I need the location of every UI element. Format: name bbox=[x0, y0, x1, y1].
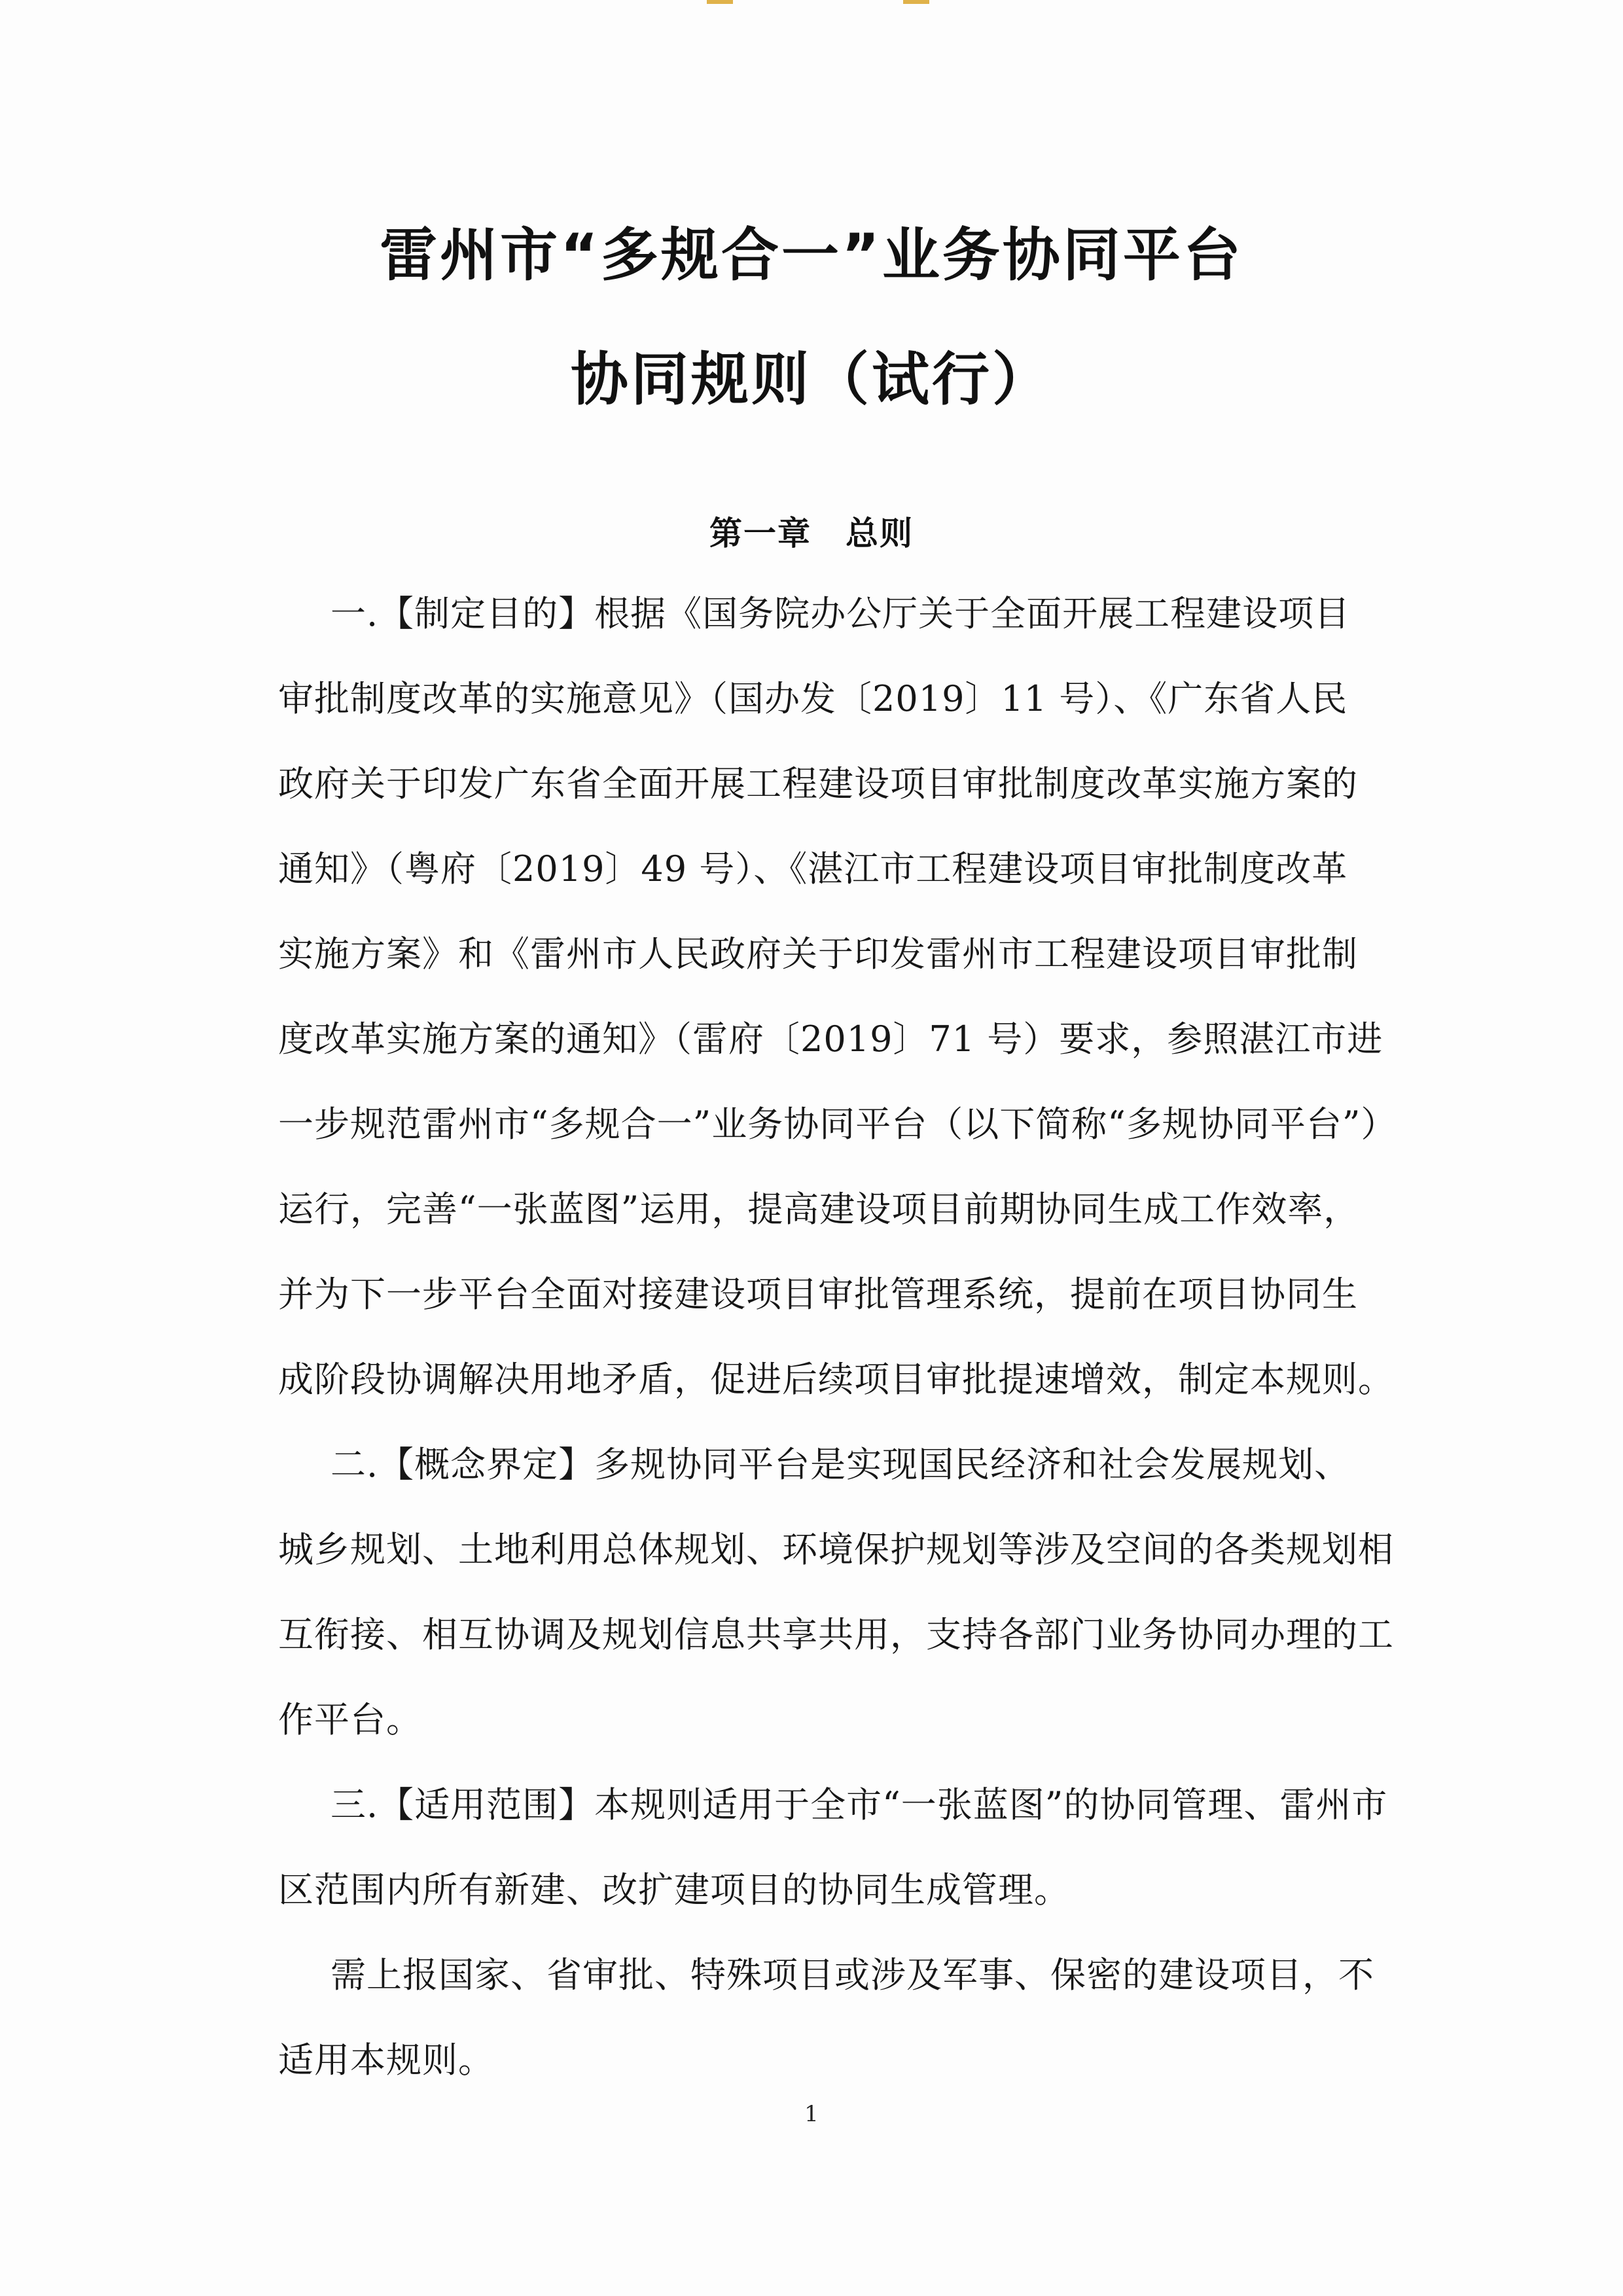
body-line: 区范围内所有新建、改扩建项目的协同生成管理。 bbox=[278, 1869, 1070, 1910]
body-line: 三.【适用范围】本规则适用于全市“一张蓝图”的协同管理、雷州市 bbox=[330, 1784, 1388, 1825]
body-line: 一.【制定目的】根据《国务院办公厅关于全面开展工程建设项目 bbox=[330, 593, 1351, 634]
body-line: 成阶段协调解决用地矛盾，促进后续项目审批提速增效，制定本规则。 bbox=[278, 1359, 1394, 1400]
body-line: 城乡规划、土地利用总体规划、环境保护规划等涉及空间的各类规划相 bbox=[278, 1529, 1394, 1570]
body-line: 一步规范雷州市“多规合一”业务协同平台（以下简称“多规协同平台”） bbox=[278, 1103, 1397, 1145]
body-line: 互衔接、相互协调及规划信息共享共用，支持各部门业务协同办理的工 bbox=[278, 1614, 1394, 1655]
body-line: 通知》（粤府〔2019〕49 号）、《湛江市工程建设项目审批制度改革 bbox=[278, 848, 1348, 889]
body-line: 二.【概念界定】多规协同平台是实现国民经济和社会发展规划、 bbox=[330, 1444, 1351, 1485]
body-line: 适用本规则。 bbox=[278, 2039, 494, 2081]
scan-mark bbox=[707, 0, 733, 4]
document-title-line1: 雷州市“多规合一”业务协同平台 bbox=[380, 221, 1243, 289]
body-line: 实施方案》和《雷州市人民政府关于印发雷州市工程建设项目审批制 bbox=[278, 933, 1358, 975]
body-line: 审批制度改革的实施意见》（国办发〔2019〕11 号）、《广东省人民 bbox=[278, 678, 1348, 719]
document-title-line2: 协同规则（试行） bbox=[570, 346, 1052, 413]
body-line: 并为下一步平台全面对接建设项目审批管理系统，提前在项目协同生 bbox=[278, 1274, 1358, 1315]
body-line: 度改革实施方案的通知》（雷府〔2019〕71 号）要求，参照湛江市进 bbox=[278, 1018, 1383, 1060]
body-line: 作平台。 bbox=[278, 1699, 422, 1740]
chapter-heading: 第一章 总则 bbox=[709, 514, 914, 552]
scan-mark bbox=[903, 0, 929, 4]
body-line: 运行，完善“一张蓝图”运用，提高建设项目前期协同生成工作效率， bbox=[278, 1189, 1360, 1230]
body-line: 政府关于印发广东省全面开展工程建设项目审批制度改革实施方案的 bbox=[278, 763, 1358, 804]
page-number: 1 bbox=[804, 2101, 819, 2127]
body-line: 需上报国家、省审批、特殊项目或涉及军事、保密的建设项目，不 bbox=[330, 1954, 1374, 1996]
